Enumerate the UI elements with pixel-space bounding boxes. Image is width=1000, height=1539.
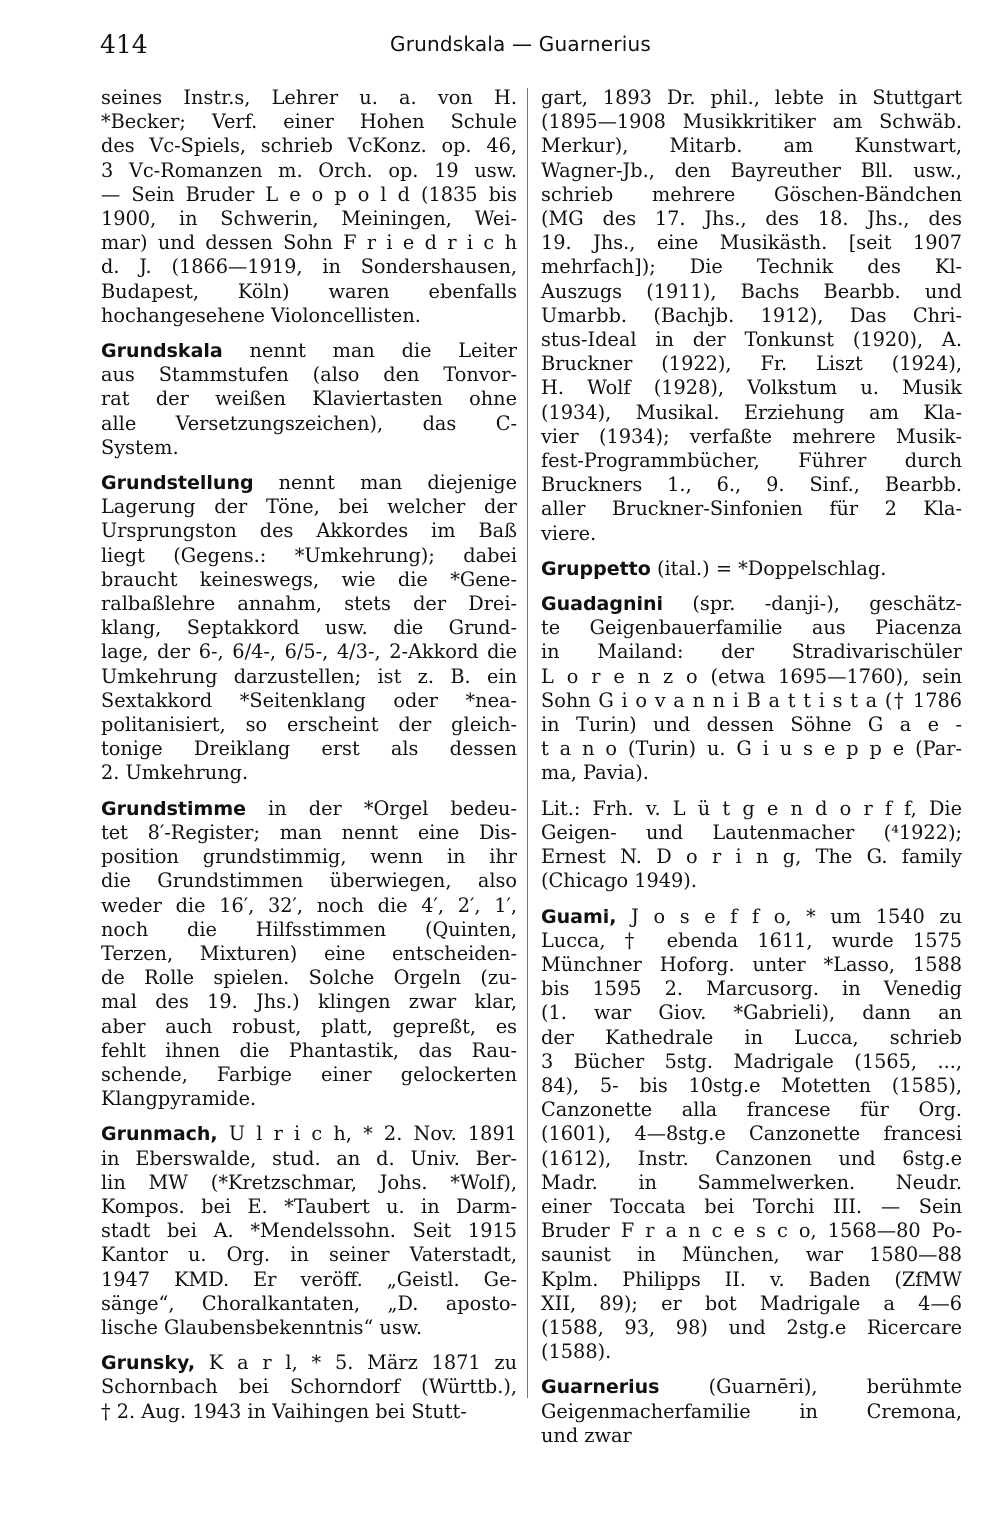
line-text: fest-Programmbücher, Führer durch <box>541 449 962 473</box>
text-line <box>101 412 517 436</box>
text-line <box>541 376 962 400</box>
text-line <box>101 544 517 568</box>
line-text: Sextakkord *Seitenklang oder *nea- <box>101 688 517 712</box>
line-text: in Turin) und dessen Söhne G a e - <box>541 713 962 737</box>
entry-guadagnini <box>541 592 962 786</box>
line-text: (1. war Giov. *Gabrieli), dann an <box>541 1001 962 1025</box>
entry-grundstimme <box>101 797 517 1112</box>
text-line <box>541 1001 962 1025</box>
entry-guadagnini-lit <box>541 797 962 894</box>
line-text: alle Versetzungszeichen), das C- <box>101 411 517 435</box>
text-line <box>541 592 962 616</box>
line-text: Bruckners 1., 6., 9. Sinf., Bearbb. <box>541 473 962 497</box>
line-text: seines Instr.s, Lehrer u. a. von H. <box>101 86 517 109</box>
line-text: System. <box>101 435 179 459</box>
line-text: t a n o (Turin) u. G i u s e p p e (Par- <box>541 737 962 761</box>
line-text: (1588). <box>541 1340 612 1364</box>
line-text: mal des 19. Jhs.) klingen zwar klar, <box>101 990 517 1014</box>
line-text: K a r l, * 5. März 1871 zu <box>195 1351 517 1375</box>
line-text: Terzen, Mixturen) eine entscheiden- <box>101 941 517 965</box>
line-text: des Vc-Spiels, schrieb VcKonz. op. 46, <box>101 134 517 158</box>
line-text: lage, der 6-, 6/4-, 6/5-, 4/3-, 2-Akkord die <box>101 640 517 664</box>
line-text: 1947 KMD. Er veröff. „Geistl. Ge- <box>101 1267 517 1291</box>
line-text: Canzonette alla francese für Org. <box>541 1098 962 1122</box>
entry-guarnerius <box>541 1375 962 1448</box>
text-line <box>101 845 517 869</box>
line-text: ralbaßlehre annahm, stets der Drei- <box>101 592 517 616</box>
line-text: nennt man die Leiter <box>222 339 517 363</box>
line-text: Kplm. Philipps II. v. Baden (ZfMW <box>541 1267 962 1291</box>
text-line <box>541 110 962 134</box>
line-text: (spr. -danji-), geschätz- <box>663 592 962 616</box>
line-text: aber auch robust, platt, gepreßt, es <box>101 1014 517 1038</box>
text-line <box>101 387 517 411</box>
line-text: 3 Vc-Romanzen m. Orch. op. 19 usw. <box>101 158 517 182</box>
line-text: sänge“, Choralkantaten, „D. aposto- <box>101 1291 517 1315</box>
line-text: XII, 89); er bot Madrigale a 4—6 <box>541 1291 962 1315</box>
line-text: Wagner-Jb., den Bayreuther Bll. usw., <box>541 158 962 182</box>
line-text: Ursprungston des Akkordes im Baß <box>101 519 517 543</box>
line-text: gart, 1893 Dr. phil., lebte in Stuttgart <box>541 86 962 109</box>
text-line <box>541 737 962 761</box>
text-line <box>541 425 962 449</box>
text-line <box>101 821 517 845</box>
line-text: aller Bruckner-Sinfonien für 2 Kla- <box>541 497 962 521</box>
text-line <box>541 713 962 737</box>
line-text: *Becker; Verf. einer Hohen Schule <box>101 110 517 134</box>
entry-grundstellung <box>101 471 517 786</box>
text-line <box>101 471 517 495</box>
headword: Grundskala <box>101 340 223 363</box>
text-line <box>101 280 517 304</box>
text-line <box>541 207 962 231</box>
text-line <box>101 942 517 966</box>
line-text: Madr. in Sammelwerken. Neudr. <box>541 1170 962 1194</box>
line-text: mar) und dessen Sohn F r i e d r i c h <box>101 231 517 255</box>
line-text: L o r e n z o (etwa 1695—1760), sein <box>541 664 962 688</box>
line-text: in Eberswalde, stud. an d. Univ. Ber- <box>101 1146 517 1170</box>
text-line <box>541 953 962 977</box>
text-line <box>101 1400 517 1424</box>
text-line <box>101 339 517 363</box>
text-line <box>541 557 962 581</box>
text-line <box>541 845 962 869</box>
line-text: noch die Hilfsstimmen (Quinten, <box>101 917 517 941</box>
text-line <box>541 159 962 183</box>
line-text: † 2. Aug. 1943 in Vaihingen bei Stutt- <box>101 1399 467 1423</box>
text-line <box>101 436 517 460</box>
line-text: Ernest N. D o r i n g, The G. family <box>541 845 962 869</box>
entry-grunsky <box>101 1351 517 1424</box>
text-line <box>541 1098 962 1122</box>
line-text: in Mailand: der Stradivarischüler <box>541 640 962 664</box>
text-line <box>101 134 517 158</box>
text-line <box>101 869 517 893</box>
line-text: tonige Dreiklang erst als dessen <box>101 737 517 761</box>
line-text: Merkur), Mitarb. am Kunstwart, <box>541 134 962 158</box>
text-line <box>101 689 517 713</box>
headword: Guami, <box>541 905 617 928</box>
line-text: Bruckner (1922), Fr. Liszt (1924), <box>541 352 962 376</box>
text-line <box>101 207 517 231</box>
page-number: 414 <box>100 30 148 59</box>
line-text: Schornbach bei Schorndorf (Württb.), <box>101 1375 517 1399</box>
line-text: (MG des 17. Jhs., des 18. Jhs., des <box>541 207 962 231</box>
line-text: Geigenmacherfamilie in Cremona, <box>541 1399 962 1423</box>
text-line <box>541 183 962 207</box>
text-line <box>541 640 962 664</box>
entry-grundskala <box>101 339 517 460</box>
text-line <box>101 1292 517 1316</box>
line-text: U l r i c h, * 2. Nov. 1891 <box>217 1122 517 1146</box>
line-text: saunist in München, war 1580—88 <box>541 1243 962 1267</box>
text-line <box>101 665 517 689</box>
text-line <box>541 761 962 785</box>
text-line <box>541 1074 962 1098</box>
line-text: braucht keineswegs, wie die *Gene- <box>101 567 517 591</box>
text-line <box>541 304 962 328</box>
line-text: Geigen- und Lautenmacher (⁴1922); <box>541 820 962 844</box>
line-text: 19. Jhs., eine Musikästh. [seit 1907 <box>541 231 962 255</box>
line-text: schende, Farbige einer gelockerten <box>101 1062 517 1086</box>
text-line <box>541 1026 962 1050</box>
line-text: (1895—1908 Musikkritiker am Schwäb. <box>541 110 962 134</box>
text-line <box>101 1063 517 1087</box>
entry-gruppetto <box>541 557 962 581</box>
text-line <box>541 1400 962 1424</box>
text-line <box>541 352 962 376</box>
line-text: klang, Septakkord usw. die Grund- <box>101 616 517 640</box>
line-text: 3 Bücher 5stg. Madrigale (1565, ..., <box>541 1049 962 1073</box>
line-text: rat der weißen Klaviertasten ohne <box>101 387 517 411</box>
text-line <box>101 990 517 1014</box>
text-line <box>101 761 517 785</box>
text-line <box>101 110 517 134</box>
text-line <box>101 304 517 328</box>
line-text: (1588, 93, 98) und 2stg.e Ricercare <box>541 1315 962 1339</box>
text-line <box>541 231 962 255</box>
line-text: weder die 16′, 32′, noch die 4′, 2′, 1′, <box>101 893 517 917</box>
text-line <box>101 86 517 110</box>
text-line <box>101 737 517 761</box>
text-line <box>541 1340 962 1364</box>
text-line <box>541 929 962 953</box>
line-text: viere. <box>541 521 597 545</box>
text-line <box>541 797 962 821</box>
text-line <box>101 183 517 207</box>
line-text: position grundstimmig, wenn in ihr <box>101 845 517 869</box>
text-line <box>541 86 962 110</box>
line-text: in der *Orgel bedeu- <box>246 796 517 820</box>
line-text: die Grundstimmen überwiegen, also <box>101 869 517 893</box>
text-line <box>101 713 517 737</box>
line-text: (Guarnēri), berühmte <box>659 1375 962 1399</box>
text-line <box>541 449 962 473</box>
text-line <box>101 495 517 519</box>
text-line <box>541 977 962 1001</box>
text-line <box>101 1171 517 1195</box>
line-text: Auszugs (1911), Bachs Bearbb. und <box>541 279 962 303</box>
line-text: J o s e f f o, * um 1540 zu <box>616 904 962 928</box>
text-line <box>101 1195 517 1219</box>
line-text: tet 8′-Register; man nennt eine Dis- <box>101 820 517 844</box>
line-text: lin MW (*Kretzschmar, Johs. *Wolf), <box>101 1170 517 1194</box>
text-line <box>541 905 962 929</box>
line-text: fehlt ihnen die Phantastik, das Rau- <box>101 1038 517 1062</box>
running-title: Grundskala — Guarnerius <box>390 32 651 56</box>
line-text: Kantor u. Org. in seiner Vaterstadt, <box>101 1243 517 1267</box>
line-text: Kompos. bei E. *Taubert u. in Darm- <box>101 1194 517 1218</box>
text-line <box>101 1268 517 1292</box>
headword: Gruppetto <box>541 557 651 580</box>
headword: Guarnerius <box>541 1376 660 1399</box>
line-text: H. Wolf (1928), Volkstum u. Musik <box>541 376 962 400</box>
line-text: (ital.) = *Doppelschlag. <box>650 556 887 580</box>
text-line <box>101 159 517 183</box>
entry-grunsky-cont <box>541 86 962 546</box>
text-line <box>541 1147 962 1171</box>
text-line <box>541 134 962 158</box>
line-text: Klangpyramide. <box>101 1087 257 1111</box>
line-text: d. J. (1866—1919, in Sondershausen, <box>101 255 517 279</box>
text-line <box>541 255 962 279</box>
headword: Grunsky, <box>101 1352 196 1375</box>
text-line <box>541 821 962 845</box>
line-text: Lucca, † ebenda 1611, wurde 1575 <box>541 928 962 952</box>
line-text: 84), 5- bis 10stg.e Motetten (1585), <box>541 1073 962 1097</box>
text-line <box>541 522 962 546</box>
text-line <box>541 1375 962 1399</box>
text-line <box>101 1316 517 1340</box>
text-line <box>101 1122 517 1146</box>
line-text: nennt man diejenige <box>253 471 517 495</box>
text-line <box>541 1292 962 1316</box>
text-line <box>541 1050 962 1074</box>
line-text: vier (1934); verfaßte mehrere Musik- <box>541 424 962 448</box>
line-text: (1601), 4—8stg.e Canzonette francesi <box>541 1122 962 1146</box>
text-line <box>101 918 517 942</box>
text-line <box>101 894 517 918</box>
text-line <box>101 1087 517 1111</box>
line-text: einer Toccata bei Torchi III. — Sein <box>541 1194 962 1218</box>
text-line <box>101 568 517 592</box>
line-text: stadt bei A. *Mendelssohn. Seit 1915 <box>101 1219 517 1243</box>
line-text: ma, Pavia). <box>541 761 649 785</box>
text-line <box>101 1015 517 1039</box>
headword: Guadagnini <box>541 593 664 616</box>
text-line <box>101 1219 517 1243</box>
text-line <box>541 1316 962 1340</box>
line-text: Lit.: Frh. v. L ü t g e n d o r f f, Die <box>541 796 962 820</box>
line-text: schrieb mehrere Göschen-Bändchen <box>541 182 962 206</box>
text-line <box>101 966 517 990</box>
text-line <box>101 592 517 616</box>
line-text: politanisiert, so erscheint der gleich- <box>101 713 517 737</box>
line-text: (1934), Musikal. Erziehung am Kla- <box>541 400 962 424</box>
text-line <box>101 1147 517 1171</box>
entry-guami <box>541 905 962 1365</box>
line-text: hochangesehene Violoncellisten. <box>101 303 421 327</box>
headword: Grunmach, <box>101 1123 218 1146</box>
text-line <box>541 1243 962 1267</box>
line-text: de Rolle spielen. Solche Orgeln (zu- <box>101 966 517 990</box>
text-line <box>101 519 517 543</box>
text-line <box>541 665 962 689</box>
text-line <box>101 255 517 279</box>
line-text: Sohn G i o v a n n i B a t t i s t a († 1786 <box>541 688 962 712</box>
right-column <box>541 86 962 1459</box>
line-text: stus-Ideal in der Tonkunst (1920), A. <box>541 328 962 352</box>
text-line <box>101 640 517 664</box>
text-line <box>541 280 962 304</box>
line-text: lische Glaubensbekenntnis“ usw. <box>101 1315 423 1339</box>
left-column <box>101 86 517 1435</box>
text-line <box>541 497 962 521</box>
line-text: te Geigenbauerfamilie aus Piacenza <box>541 616 962 640</box>
text-line <box>101 363 517 387</box>
text-line <box>541 1268 962 1292</box>
headword: Grundstimme <box>101 797 247 820</box>
text-line <box>541 689 962 713</box>
line-text: 1900, in Schwerin, Meiningen, Wei- <box>101 207 517 231</box>
text-line <box>101 1243 517 1267</box>
text-line <box>541 1424 962 1448</box>
line-text: Bruder F r a n c e s c o, 1568—80 Po- <box>541 1219 962 1243</box>
text-line <box>101 616 517 640</box>
line-text: (Chicago 1949). <box>541 869 697 893</box>
text-line <box>101 1375 517 1399</box>
entry-grunmach <box>101 1122 517 1340</box>
line-text: Münchner Hoforg. unter *Lasso, 1588 <box>541 952 962 976</box>
text-line <box>101 1039 517 1063</box>
text-line <box>541 1195 962 1219</box>
text-line <box>541 1122 962 1146</box>
text-line <box>541 328 962 352</box>
line-text: mehrfach]); Die Technik des Kl- <box>541 255 962 279</box>
column-divider <box>527 88 528 1398</box>
line-text: — Sein Bruder L e o p o l d (1835 bis <box>101 182 517 206</box>
text-line <box>541 869 962 893</box>
line-text: Lagerung der Töne, bei welcher der <box>101 495 517 519</box>
text-line <box>541 616 962 640</box>
line-text: 2. Umkehrung. <box>101 761 249 785</box>
entry-cont-grundskala-prev <box>101 86 517 328</box>
line-text: liegt (Gegens.: *Umkehrung); dabei <box>101 543 517 567</box>
line-text: Umarbb. (Bachjb. 1912), Das Chri- <box>541 303 962 327</box>
line-text: Budapest, Köln) waren ebenfalls <box>101 279 517 303</box>
headword: Grundstellung <box>101 472 254 495</box>
line-text: (1612), Instr. Canzonen und 6stg.e <box>541 1146 962 1170</box>
text-line <box>101 1351 517 1375</box>
text-line <box>101 231 517 255</box>
line-text: bis 1595 2. Marcusorg. in Venedig <box>541 977 962 1001</box>
line-text: der Kathedrale in Lucca, schrieb <box>541 1025 962 1049</box>
text-line <box>541 401 962 425</box>
text-line <box>541 473 962 497</box>
line-text: und zwar <box>541 1423 632 1447</box>
text-line <box>541 1219 962 1243</box>
text-line <box>541 1171 962 1195</box>
line-text: aus Stammstufen (also den Tonvor- <box>101 363 517 387</box>
text-line <box>101 797 517 821</box>
page-header <box>100 30 962 66</box>
line-text: Umkehrung darzustellen; ist z. B. ein <box>101 664 517 688</box>
